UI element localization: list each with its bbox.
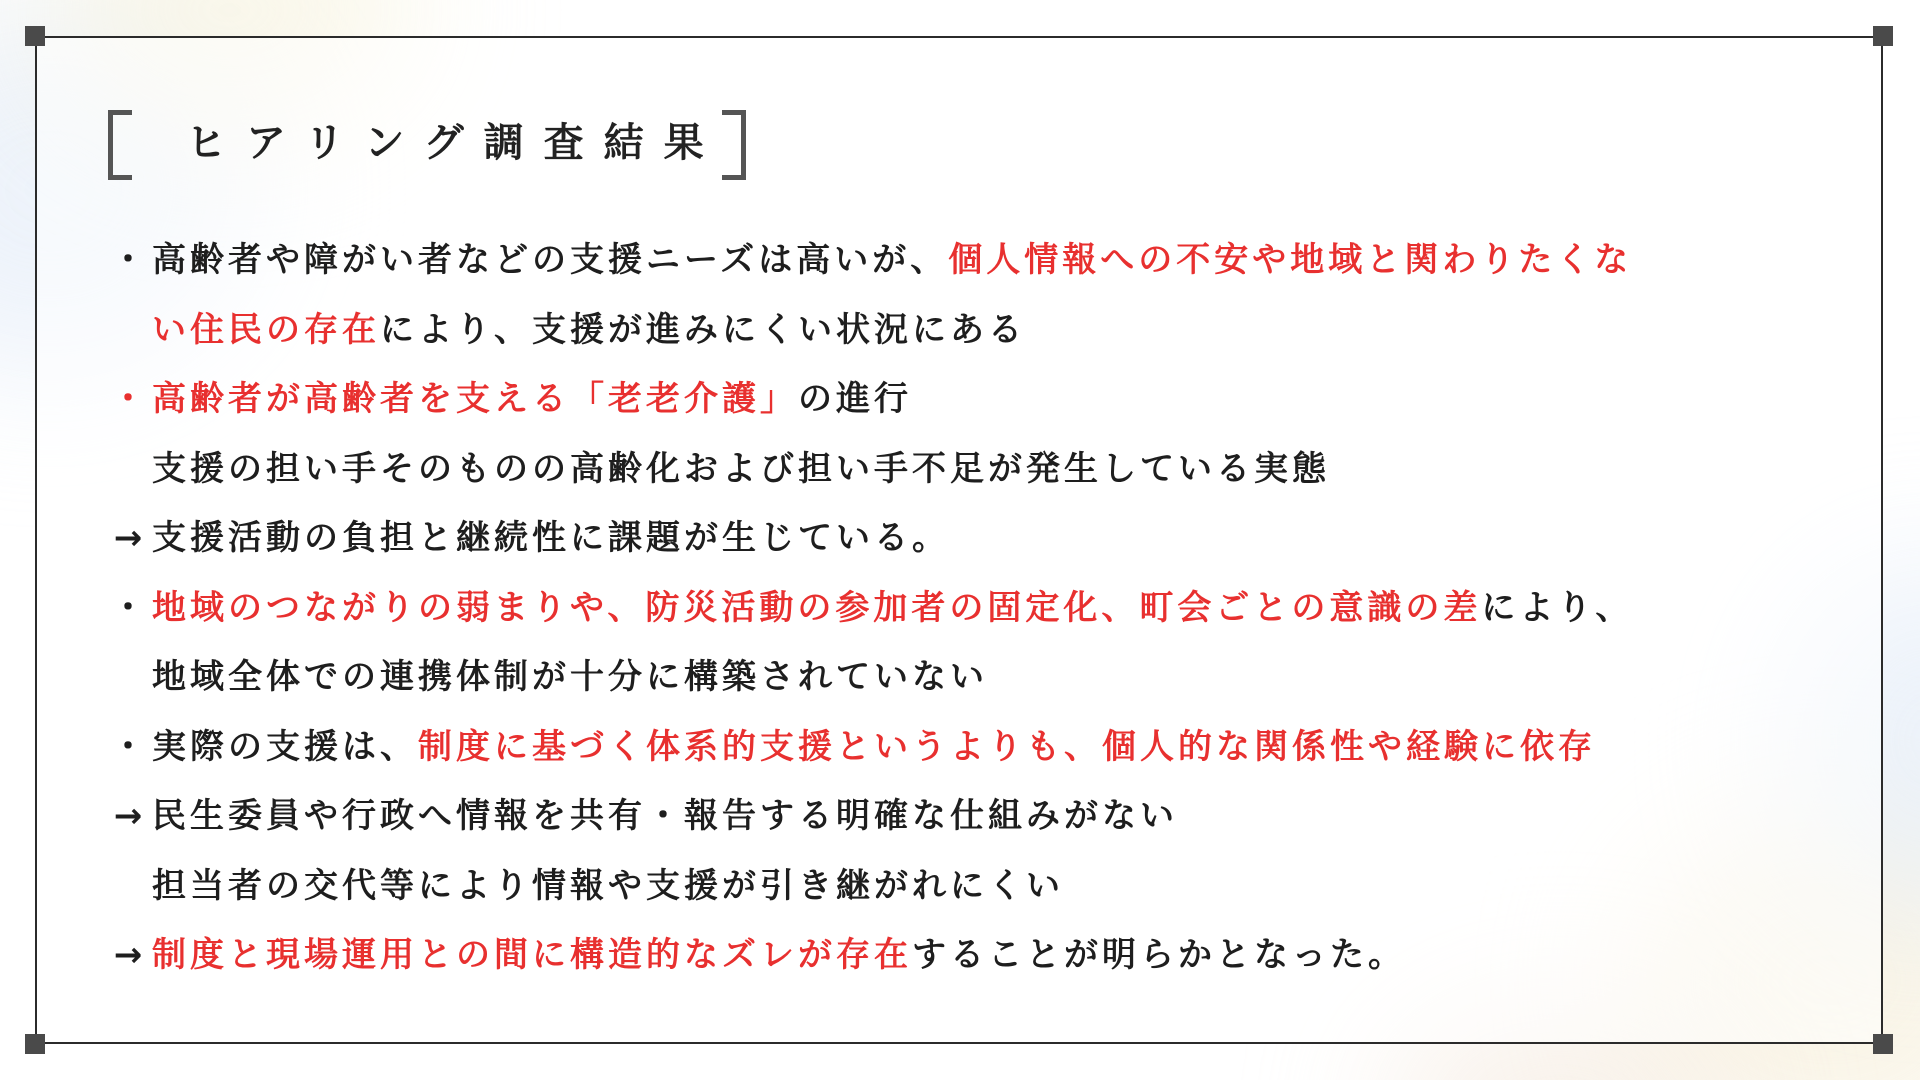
line-text: により、 [1481, 587, 1634, 628]
line-text: 支援活動の負担と継続性に課題が生じている。 [152, 518, 950, 558]
title-bracket-right [722, 110, 746, 180]
line-text: 担当者の交代等により情報や支援が引き継がれにくい [152, 865, 1064, 906]
frame-corner-top-left [25, 26, 45, 46]
arrow-marker: → [113, 935, 147, 975]
bullet-marker: ・ [111, 726, 149, 767]
frame-corner-top-right [1873, 26, 1893, 46]
arrow-marker: → [113, 796, 147, 836]
arrow-marker: → [113, 518, 147, 558]
finding-line [108, 232, 1788, 302]
highlighted-text: 高齢者が高齢者を支える「老老介護」 [152, 379, 798, 419]
finding-line [108, 302, 1788, 372]
line-text: 民生委員や行政へ情報を共有・報告する明確な仕組みがない [152, 796, 1178, 836]
line-text: 地域全体での連携体制が十分に構築されていない [152, 657, 988, 697]
line-text: 高齢者や障がい者などの支援ニーズは高いが、 [152, 240, 949, 280]
finding-line [108, 510, 1788, 580]
line-text: の進行 [798, 379, 912, 419]
highlighted-text: 制度と現場運用との間に構造的なズレが存在 [152, 935, 912, 975]
slide-title: ヒアリング調査結果 [186, 120, 724, 166]
findings-list [108, 232, 1788, 997]
finding-line [108, 580, 1788, 650]
bullet-marker: ・ [111, 587, 149, 628]
line-text: 実際の支援は、 [152, 726, 418, 767]
line-text: することが明らかとなった。 [912, 935, 1406, 975]
highlighted-text: 個人情報への不安や地域と関わりたくな [948, 240, 1633, 280]
finding-line [108, 719, 1788, 789]
finding-line [108, 927, 1788, 997]
finding-line [108, 858, 1788, 928]
finding-line [108, 441, 1788, 511]
finding-line [108, 371, 1788, 441]
highlighted-text: い住民の存在 [152, 309, 380, 350]
highlighted-text: 地域のつながりの弱まりや、防災活動の参加者の固定化、町会ごとの意識の差 [152, 587, 1482, 628]
frame-corner-bottom-left [25, 1034, 45, 1054]
bullet-marker: ・ [111, 240, 149, 280]
finding-line [108, 788, 1788, 858]
highlighted-text: 制度に基づく体系的支援というよりも、個人的な関係性や経験に依存 [418, 726, 1596, 767]
frame-corner-bottom-right [1873, 1034, 1893, 1054]
title-bracket-left [108, 110, 132, 180]
finding-line [108, 649, 1788, 719]
line-text: 支援の担い手そのものの高齢化および担い手不足が発生している実態 [152, 448, 1330, 489]
bullet-marker: ・ [111, 379, 149, 419]
line-text: により、支援が進みにくい状況にある [380, 309, 1026, 350]
